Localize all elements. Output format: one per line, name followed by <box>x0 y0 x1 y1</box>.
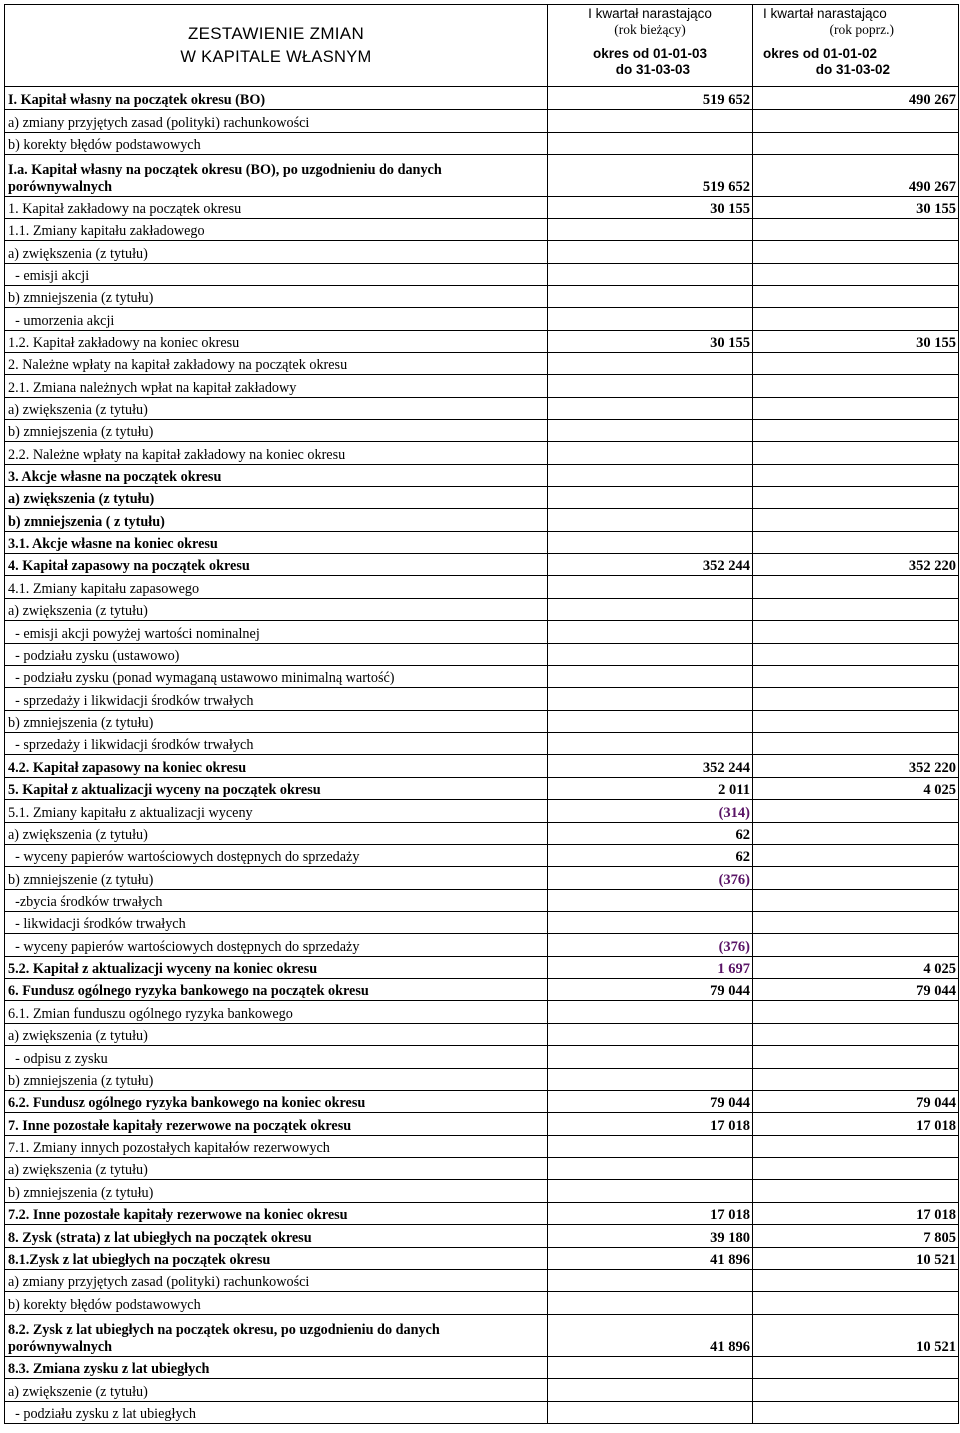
table-row <box>5 1001 959 1024</box>
previous-period-value <box>753 823 959 845</box>
table-row <box>5 331 959 353</box>
row-label: - wyceny papierów wartościowych dostępnych do sprzedaży <box>5 934 548 957</box>
previous-period-value <box>753 442 959 465</box>
previous-period-value: 352 220 <box>753 755 959 778</box>
table-row <box>5 1113 959 1136</box>
previous-period-to: do 31-03-02 <box>815 61 890 77</box>
previous-period-value <box>753 621 959 644</box>
previous-period-value <box>753 644 959 666</box>
previous-period-value <box>753 666 959 688</box>
previous-period-value <box>753 890 959 912</box>
row-label: - wyceny papierów wartościowych dostępnych do sprzedaży <box>5 845 548 867</box>
table-row <box>5 599 959 621</box>
current-period-value <box>548 890 753 912</box>
table-row <box>5 576 959 599</box>
current-period-value: 62 <box>548 845 753 867</box>
previous-period-value <box>753 1046 959 1069</box>
previous-period-value <box>753 1136 959 1158</box>
previous-period-value: 490 267 <box>753 155 959 197</box>
table-row <box>5 532 959 554</box>
previous-period-value <box>753 219 959 241</box>
row-label: a) zwiększenie (z tytułu) <box>5 1379 548 1402</box>
current-period-value <box>548 666 753 688</box>
row-label: b) zmniejszenia (z tytułu) <box>5 1069 548 1091</box>
table-row <box>5 1069 959 1091</box>
previous-period-value <box>753 286 959 308</box>
current-period-value: 352 244 <box>548 755 753 778</box>
table-row <box>5 465 959 487</box>
current-period-value <box>548 442 753 465</box>
previous-period-value: 17 018 <box>753 1203 959 1225</box>
current-period-value <box>548 398 753 420</box>
current-period-value <box>548 912 753 934</box>
equity-changes-body <box>5 5 959 1424</box>
table-row <box>5 800 959 823</box>
row-label: 2.1. Zmiana należnych wpłat na kapitał zakładowy <box>5 375 548 398</box>
row-label: - emisji akcji <box>5 264 548 286</box>
row-label: b) zmniejszenie (z tytułu) <box>5 867 548 890</box>
current-period-value <box>548 465 753 487</box>
row-label: b) korekty błędów podstawowych <box>5 1292 548 1315</box>
current-period-value: 62 <box>548 823 753 845</box>
previous-period-value: 79 044 <box>753 979 959 1001</box>
current-period-value <box>548 1357 753 1379</box>
row-label: - umorzenia akcji <box>5 308 548 331</box>
current-period-header <box>548 5 753 87</box>
current-period-value <box>548 733 753 755</box>
table-row <box>5 1357 959 1379</box>
current-period-value <box>548 133 753 155</box>
table-row <box>5 1158 959 1180</box>
current-period-value: (314) <box>548 800 753 823</box>
current-period-value <box>548 308 753 331</box>
table-row <box>5 845 959 867</box>
row-label: 4. Kapitał zapasowy na początek okresu <box>5 554 548 576</box>
table-row <box>5 1091 959 1113</box>
table-row <box>5 1315 959 1357</box>
current-period-value: 519 652 <box>548 155 753 197</box>
table-row <box>5 1379 959 1402</box>
table-row <box>5 353 959 375</box>
row-label: 7.2. Inne pozostałe kapitały rezerwowe na koniec okresu <box>5 1203 548 1225</box>
table-row <box>5 912 959 934</box>
table-row <box>5 733 959 755</box>
previous-period-value: 10 521 <box>753 1248 959 1270</box>
current-period-value <box>548 1069 753 1091</box>
table-row <box>5 1024 959 1046</box>
row-label: - podziału zysku z lat ubiegłych <box>5 1402 548 1424</box>
previous-period-value <box>753 1292 959 1315</box>
row-label: a) zmiany przyjętych zasad (polityki) rachunkowości <box>5 110 548 133</box>
table-row <box>5 87 959 110</box>
previous-period-value: 4 025 <box>753 957 959 979</box>
current-period-value <box>548 688 753 711</box>
table-row <box>5 1136 959 1158</box>
table-row <box>5 509 959 532</box>
table-row <box>5 957 959 979</box>
previous-period-value <box>753 133 959 155</box>
table-row <box>5 1180 959 1203</box>
table-row <box>5 979 959 1001</box>
report-title-line1: ZESTAWIENIE ZMIAN <box>187 24 365 43</box>
table-row <box>5 778 959 800</box>
current-period-value: 1 697 <box>548 957 753 979</box>
current-period-value: (376) <box>548 867 753 890</box>
current-period-value <box>548 1158 753 1180</box>
previous-period-value <box>753 934 959 957</box>
previous-period-value <box>753 110 959 133</box>
previous-period-value: 79 044 <box>753 1091 959 1113</box>
current-period-value: (376) <box>548 934 753 957</box>
current-period-value <box>548 1024 753 1046</box>
table-row <box>5 110 959 133</box>
current-period-value: 79 044 <box>548 1091 753 1113</box>
table-row <box>5 1402 959 1424</box>
previous-period-value: 10 521 <box>753 1315 959 1357</box>
previous-period-value <box>753 398 959 420</box>
row-label: b) zmniejszenia (z tytułu) <box>5 286 548 308</box>
current-period-value: 17 018 <box>548 1113 753 1136</box>
row-label: 4.1. Zmiany kapitału zapasowego <box>5 576 548 599</box>
previous-period-value <box>753 1069 959 1091</box>
table-row <box>5 420 959 442</box>
current-period-value: 17 018 <box>548 1203 753 1225</box>
previous-period-value <box>753 800 959 823</box>
table-row <box>5 823 959 845</box>
header-row <box>5 5 959 87</box>
table-row <box>5 621 959 644</box>
row-label: - sprzedaży i likwidacji środków trwałych <box>5 688 548 711</box>
table-row <box>5 487 959 509</box>
row-label: 5.2. Kapitał z aktualizacji wyceny na koniec okresu <box>5 957 548 979</box>
table-row <box>5 755 959 778</box>
previous-period-header-block <box>755 6 956 86</box>
row-label: 8.3. Zmiana zysku z lat ubiegłych <box>5 1357 548 1379</box>
current-period-value <box>548 420 753 442</box>
current-period-year-type: (rok bieżący) <box>614 21 686 37</box>
current-period-value <box>548 375 753 398</box>
previous-period-header <box>753 5 959 87</box>
row-label: 7. Inne pozostałe kapitały rezerwowe na początek okresu <box>5 1113 548 1136</box>
current-period-to: do 31-03-03 <box>615 61 690 77</box>
row-label: a) zwiększenia (z tytułu) <box>5 599 548 621</box>
current-period-value: 41 896 <box>548 1315 753 1357</box>
table-row <box>5 867 959 890</box>
row-label: 2. Należne wpłaty na kapitał zakładowy na początek okresu <box>5 353 548 375</box>
table-row <box>5 934 959 957</box>
table-row <box>5 554 959 576</box>
row-label: b) zmniejszenia ( z tytułu) <box>5 509 548 532</box>
previous-period-value <box>753 1158 959 1180</box>
previous-period-value <box>753 1024 959 1046</box>
current-period-header-block <box>550 6 750 86</box>
row-label: - odpisu z zysku <box>5 1046 548 1069</box>
previous-period-value <box>753 1180 959 1203</box>
current-period-value: 519 652 <box>548 87 753 110</box>
previous-period-value: 17 018 <box>753 1113 959 1136</box>
table-row <box>5 155 959 197</box>
table-row <box>5 1046 959 1069</box>
previous-period-value <box>753 308 959 331</box>
current-period-from: okres od 01-01-03 <box>592 45 708 61</box>
row-label: - emisji akcji powyżej wartości nominalnej <box>5 621 548 644</box>
current-period-label: I kwartał narastająco <box>588 5 712 21</box>
previous-period-value <box>753 353 959 375</box>
report-title-line2: W KAPITALE WŁASNYM <box>180 48 372 66</box>
previous-period-value <box>753 845 959 867</box>
row-label: 2.2. Należne wpłaty na kapitał zakładowy na koniec okresu <box>5 442 548 465</box>
current-period-value <box>548 1292 753 1315</box>
current-period-value <box>548 286 753 308</box>
table-row <box>5 133 959 155</box>
row-label: 8.2. Zysk z lat ubiegłych na początek okresu, po uzgodnieniu do danych porównywalnych <box>5 1315 548 1357</box>
previous-period-value <box>753 576 959 599</box>
row-label: b) zmniejszenia (z tytułu) <box>5 420 548 442</box>
row-label: a) zwiększenia (z tytułu) <box>5 241 548 264</box>
current-period-value: 2 011 <box>548 778 753 800</box>
current-period-value <box>548 509 753 532</box>
current-period-value: 30 155 <box>548 197 753 219</box>
current-period-value <box>548 264 753 286</box>
header-title-cell <box>5 5 548 87</box>
previous-period-value <box>753 1379 959 1402</box>
row-label: - podziału zysku (ponad wymaganą ustawowo minimalną wartość) <box>5 666 548 688</box>
table-row <box>5 666 959 688</box>
row-label: 1. Kapitał zakładowy na początek okresu <box>5 197 548 219</box>
previous-period-value <box>753 509 959 532</box>
table-row <box>5 398 959 420</box>
table-row <box>5 1270 959 1292</box>
table-row <box>5 286 959 308</box>
row-label: I.a. Kapitał własny na początek okresu (BO), po uzgodnieniu do danych porównywalnych <box>5 155 548 197</box>
row-label: 8. Zysk (strata) z lat ubiegłych na początek okresu <box>5 1225 548 1248</box>
row-label: a) zwiększenia (z tytułu) <box>5 1158 548 1180</box>
current-period-value: 39 180 <box>548 1225 753 1248</box>
current-period-value <box>548 1136 753 1158</box>
table-row <box>5 1203 959 1225</box>
table-row <box>5 688 959 711</box>
current-period-value <box>548 353 753 375</box>
previous-period-value: 7 805 <box>753 1225 959 1248</box>
row-label: 6.2. Fundusz ogólnego ryzyka bankowego na koniec okresu <box>5 1091 548 1113</box>
row-label: -zbycia środków trwałych <box>5 890 548 912</box>
current-period-value <box>548 219 753 241</box>
row-label: b) zmniejszenia (z tytułu) <box>5 1180 548 1203</box>
row-label: 4.2. Kapitał zapasowy na koniec okresu <box>5 755 548 778</box>
row-label: 1.2. Kapitał zakładowy na koniec okresu <box>5 331 548 353</box>
previous-period-value: 30 155 <box>753 331 959 353</box>
current-period-value <box>548 644 753 666</box>
table-row <box>5 241 959 264</box>
table-row <box>5 890 959 912</box>
table-row <box>5 375 959 398</box>
row-label: 5. Kapitał z aktualizacji wyceny na początek okresu <box>5 778 548 800</box>
current-period-value <box>548 599 753 621</box>
row-label: b) korekty błędów podstawowych <box>5 133 548 155</box>
row-label: a) zwiększenia (z tytułu) <box>5 1024 548 1046</box>
row-label: 6. Fundusz ogólnego ryzyka bankowego na początek okresu <box>5 979 548 1001</box>
table-row <box>5 1225 959 1248</box>
row-label: b) zmniejszenia (z tytułu) <box>5 711 548 733</box>
previous-period-value <box>753 912 959 934</box>
current-period-value: 30 155 <box>548 331 753 353</box>
row-label: 7.1. Zmiany innych pozostałych kapitałów rezerwowych <box>5 1136 548 1158</box>
table-row <box>5 308 959 331</box>
previous-period-value <box>753 1270 959 1292</box>
table-row <box>5 197 959 219</box>
current-period-value <box>548 576 753 599</box>
previous-period-value <box>753 420 959 442</box>
table-row <box>5 1248 959 1270</box>
previous-period-value: 30 155 <box>753 197 959 219</box>
previous-period-value <box>753 711 959 733</box>
equity-changes-table <box>4 4 959 1424</box>
previous-period-value: 4 025 <box>753 778 959 800</box>
report-title <box>7 24 545 67</box>
table-row <box>5 711 959 733</box>
previous-period-value <box>753 241 959 264</box>
previous-period-year-type: (rok poprz.) <box>829 21 894 37</box>
previous-period-value <box>753 733 959 755</box>
current-period-value <box>548 711 753 733</box>
current-period-value <box>548 241 753 264</box>
previous-period-value: 352 220 <box>753 554 959 576</box>
table-row <box>5 264 959 286</box>
current-period-value <box>548 1001 753 1024</box>
current-period-value: 41 896 <box>548 1248 753 1270</box>
row-label: a) zmiany przyjętych zasad (polityki) rachunkowości <box>5 1270 548 1292</box>
row-label: a) zwiększenia (z tytułu) <box>5 487 548 509</box>
row-label: a) zwiększenia (z tytułu) <box>5 823 548 845</box>
row-label: 6.1. Zmian funduszu ogólnego ryzyka bankowego <box>5 1001 548 1024</box>
previous-period-value <box>753 599 959 621</box>
row-label: a) zwiększenia (z tytułu) <box>5 398 548 420</box>
row-label: 3.1. Akcje własne na koniec okresu <box>5 532 548 554</box>
current-period-value <box>548 1270 753 1292</box>
row-label: 1.1. Zmiany kapitału zakładowego <box>5 219 548 241</box>
previous-period-value <box>753 465 959 487</box>
previous-period-value <box>753 532 959 554</box>
previous-period-value <box>753 264 959 286</box>
row-label: 3. Akcje własne na początek okresu <box>5 465 548 487</box>
row-label: - sprzedaży i likwidacji środków trwałych <box>5 733 548 755</box>
previous-period-value <box>753 1001 959 1024</box>
previous-period-value <box>753 1402 959 1424</box>
current-period-value <box>548 621 753 644</box>
previous-period-value <box>753 375 959 398</box>
previous-period-label: I kwartał narastająco <box>763 5 887 21</box>
current-period-value: 352 244 <box>548 554 753 576</box>
row-label: - likwidacji środków trwałych <box>5 912 548 934</box>
row-label: - podziału zysku (ustawowo) <box>5 644 548 666</box>
current-period-value <box>548 487 753 509</box>
current-period-value <box>548 1180 753 1203</box>
previous-period-from: okres od 01-01-02 <box>763 45 878 61</box>
row-label: I. Kapitał własny na początek okresu (BO) <box>5 87 548 110</box>
previous-period-value <box>753 1357 959 1379</box>
table-row <box>5 219 959 241</box>
current-period-value <box>548 110 753 133</box>
row-label: 8.1.Zysk z lat ubiegłych na początek okresu <box>5 1248 548 1270</box>
current-period-value <box>548 1402 753 1424</box>
row-label: 5.1. Zmiany kapitału z aktualizacji wyceny <box>5 800 548 823</box>
previous-period-value: 490 267 <box>753 87 959 110</box>
current-period-value <box>548 1046 753 1069</box>
current-period-value <box>548 532 753 554</box>
table-row <box>5 442 959 465</box>
current-period-value: 79 044 <box>548 979 753 1001</box>
current-period-value <box>548 1379 753 1402</box>
previous-period-value <box>753 867 959 890</box>
previous-period-value <box>753 688 959 711</box>
table-row <box>5 1292 959 1315</box>
previous-period-value <box>753 487 959 509</box>
table-row <box>5 644 959 666</box>
